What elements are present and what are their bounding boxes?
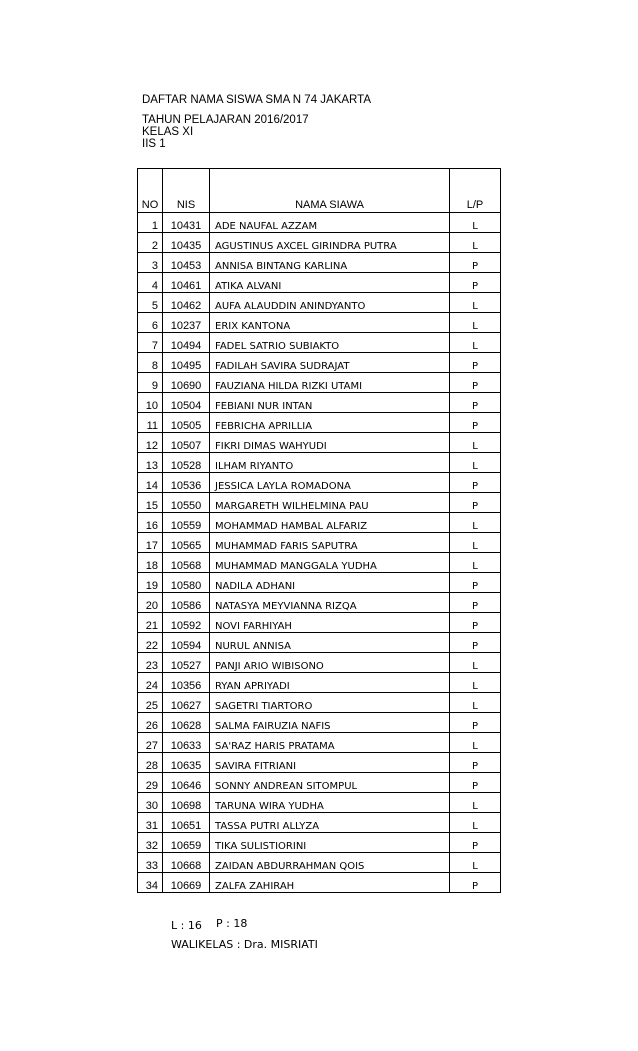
cell-name: ERIX KANTONA	[210, 313, 450, 333]
cell-name: FAUZIANA HILDA RIZKI UTAMI	[210, 373, 450, 393]
table-row	[138, 753, 501, 773]
cell-nis: 10698	[163, 793, 210, 813]
column-header-nis: NIS	[163, 169, 210, 213]
cell-no: 10	[138, 393, 163, 413]
cell-gender: L	[450, 733, 501, 753]
table-row	[138, 533, 501, 553]
table-row	[138, 853, 501, 873]
table-row	[138, 873, 501, 893]
cell-name: SONNY ANDREAN SITOMPUL	[210, 773, 450, 793]
table-row	[138, 833, 501, 853]
cell-name: MUHAMMAD FARIS SAPUTRA	[210, 533, 450, 553]
cell-no: 21	[138, 613, 163, 633]
cell-no: 27	[138, 733, 163, 753]
cell-no: 4	[138, 273, 163, 293]
cell-name: TARUNA WIRA YUDHA	[210, 793, 450, 813]
table-row	[138, 333, 501, 353]
cell-no: 24	[138, 673, 163, 693]
cell-gender: P	[450, 473, 501, 493]
table-row	[138, 473, 501, 493]
cell-no: 32	[138, 833, 163, 853]
cell-gender: P	[450, 573, 501, 593]
cell-no: 12	[138, 433, 163, 453]
cell-gender: P	[450, 753, 501, 773]
table-row	[138, 393, 501, 413]
cell-gender: L	[450, 453, 501, 473]
male-count: L : 16	[171, 919, 202, 932]
table-row	[138, 373, 501, 393]
homeroom-teacher: WALIKELAS : Dra. MISRIATI	[171, 938, 318, 951]
cell-no: 6	[138, 313, 163, 333]
cell-no: 22	[138, 633, 163, 653]
cell-name: FEBRICHA APRILLIA	[210, 413, 450, 433]
table-row	[138, 513, 501, 533]
table-row	[138, 313, 501, 333]
column-header-no: NO	[138, 169, 163, 213]
cell-no: 7	[138, 333, 163, 353]
cell-gender: L	[450, 673, 501, 693]
cell-gender: L	[450, 433, 501, 453]
cell-no: 26	[138, 713, 163, 733]
table-row	[138, 673, 501, 693]
cell-no: 29	[138, 773, 163, 793]
cell-nis: 10592	[163, 613, 210, 633]
cell-nis: 10527	[163, 653, 210, 673]
class-label: KELAS XI	[142, 126, 194, 138]
cell-nis: 10690	[163, 373, 210, 393]
cell-no: 5	[138, 293, 163, 313]
cell-name: AUFA ALAUDDIN ANINDYANTO	[210, 293, 450, 313]
cell-name: MARGARETH WILHELMINA PAU	[210, 493, 450, 513]
cell-nis: 10461	[163, 273, 210, 293]
cell-nis: 10568	[163, 553, 210, 573]
table-row	[138, 813, 501, 833]
cell-name: SALMA FAIRUZIA NAFIS	[210, 713, 450, 733]
cell-no: 23	[138, 653, 163, 673]
cell-nis: 10356	[163, 673, 210, 693]
table-row	[138, 593, 501, 613]
cell-gender: P	[450, 253, 501, 273]
cell-gender: P	[450, 873, 501, 893]
table-row	[138, 253, 501, 273]
cell-no: 1	[138, 213, 163, 233]
cell-nis: 10669	[163, 873, 210, 893]
cell-gender: L	[450, 853, 501, 873]
table-row	[138, 713, 501, 733]
table-row	[138, 433, 501, 453]
cell-gender: P	[450, 713, 501, 733]
cell-no: 20	[138, 593, 163, 613]
table-row	[138, 733, 501, 753]
cell-no: 14	[138, 473, 163, 493]
table-row	[138, 493, 501, 513]
cell-name: NATASYA MEYVIANNA RIZQA	[210, 593, 450, 613]
cell-name: FADEL SATRIO SUBIAKTO	[210, 333, 450, 353]
cell-nis: 10536	[163, 473, 210, 493]
cell-name: NURUL ANNISA	[210, 633, 450, 653]
cell-gender: P	[450, 593, 501, 613]
cell-gender: L	[450, 513, 501, 533]
cell-no: 34	[138, 873, 163, 893]
table-row	[138, 773, 501, 793]
cell-nis: 10504	[163, 393, 210, 413]
cell-gender: P	[450, 833, 501, 853]
cell-name: SA'RAZ HARIS PRATAMA	[210, 733, 450, 753]
cell-nis: 10431	[163, 213, 210, 233]
table-row	[138, 613, 501, 633]
cell-nis: 10627	[163, 693, 210, 713]
cell-gender: L	[450, 293, 501, 313]
cell-nis: 10635	[163, 753, 210, 773]
cell-no: 8	[138, 353, 163, 373]
cell-no: 18	[138, 553, 163, 573]
cell-gender: L	[450, 653, 501, 673]
document-title: DAFTAR NAMA SISWA SMA N 74 JAKARTA	[142, 94, 371, 106]
cell-nis: 10668	[163, 853, 210, 873]
cell-name: AGUSTINUS AXCEL GIRINDRA PUTRA	[210, 233, 450, 253]
table-row	[138, 413, 501, 433]
cell-gender: P	[450, 613, 501, 633]
cell-gender: L	[450, 793, 501, 813]
female-count: P : 18	[216, 917, 248, 930]
cell-nis: 10586	[163, 593, 210, 613]
cell-nis: 10628	[163, 713, 210, 733]
cell-name: ZALFA ZAHIRAH	[210, 873, 450, 893]
cell-name: NADILA ADHANI	[210, 573, 450, 593]
cell-nis: 10435	[163, 233, 210, 253]
cell-nis: 10633	[163, 733, 210, 753]
cell-name: TASSA PUTRI ALLYZA	[210, 813, 450, 833]
cell-name: SAVIRA FITRIANI	[210, 753, 450, 773]
cell-gender: L	[450, 553, 501, 573]
cell-gender: P	[450, 273, 501, 293]
academic-year: TAHUN PELAJARAN 2016/2017	[142, 114, 309, 126]
column-header-name: NAMA SIAWA	[210, 169, 450, 213]
cell-nis: 10507	[163, 433, 210, 453]
cell-nis: 10646	[163, 773, 210, 793]
cell-gender: L	[450, 693, 501, 713]
cell-no: 16	[138, 513, 163, 533]
table-row	[138, 233, 501, 253]
cell-name: FIKRI DIMAS WAHYUDI	[210, 433, 450, 453]
cell-gender: P	[450, 353, 501, 373]
table-row	[138, 633, 501, 653]
cell-nis: 10494	[163, 333, 210, 353]
cell-gender: P	[450, 393, 501, 413]
table-row	[138, 453, 501, 473]
cell-nis: 10659	[163, 833, 210, 853]
cell-no: 30	[138, 793, 163, 813]
cell-name: RYAN APRIYADI	[210, 673, 450, 693]
cell-name: ANNISA BINTANG KARLINA	[210, 253, 450, 273]
cell-name: ZAIDAN ABDURRAHMAN QOIS	[210, 853, 450, 873]
cell-no: 2	[138, 233, 163, 253]
cell-no: 25	[138, 693, 163, 713]
cell-no: 19	[138, 573, 163, 593]
cell-name: MUHAMMAD MANGGALA YUDHA	[210, 553, 450, 573]
cell-nis: 10594	[163, 633, 210, 653]
cell-nis: 10505	[163, 413, 210, 433]
table-row	[138, 293, 501, 313]
cell-name: FADILAH SAVIRA SUDRAJAT	[210, 353, 450, 373]
cell-gender: P	[450, 413, 501, 433]
table-row	[138, 213, 501, 233]
table-row	[138, 693, 501, 713]
cell-name: ADE NAUFAL AZZAM	[210, 213, 450, 233]
cell-name: FEBIANI NUR INTAN	[210, 393, 450, 413]
student-table	[137, 168, 501, 893]
cell-no: 28	[138, 753, 163, 773]
cell-gender: L	[450, 213, 501, 233]
cell-name: MOHAMMAD HAMBAL ALFARIZ	[210, 513, 450, 533]
table-row	[138, 273, 501, 293]
table-row	[138, 573, 501, 593]
cell-no: 15	[138, 493, 163, 513]
cell-no: 3	[138, 253, 163, 273]
table-header-row	[138, 169, 501, 213]
cell-no: 31	[138, 813, 163, 833]
table-row	[138, 553, 501, 573]
cell-gender: L	[450, 233, 501, 253]
cell-gender: P	[450, 773, 501, 793]
cell-name: ATIKA ALVANI	[210, 273, 450, 293]
cell-nis: 10559	[163, 513, 210, 533]
cell-nis: 10237	[163, 313, 210, 333]
cell-gender: P	[450, 633, 501, 653]
cell-gender: P	[450, 373, 501, 393]
cell-nis: 10651	[163, 813, 210, 833]
cell-nis: 10462	[163, 293, 210, 313]
cell-name: NOVI FARHIYAH	[210, 613, 450, 633]
cell-gender: L	[450, 333, 501, 353]
cell-nis: 10528	[163, 453, 210, 473]
cell-nis: 10565	[163, 533, 210, 553]
group-label: IIS 1	[142, 138, 166, 150]
cell-nis: 10495	[163, 353, 210, 373]
cell-gender: P	[450, 493, 501, 513]
table-body	[138, 213, 501, 893]
cell-no: 9	[138, 373, 163, 393]
cell-no: 33	[138, 853, 163, 873]
cell-gender: L	[450, 533, 501, 553]
table-row	[138, 353, 501, 373]
cell-nis: 10550	[163, 493, 210, 513]
cell-name: ILHAM RIYANTO	[210, 453, 450, 473]
table-row	[138, 793, 501, 813]
cell-name: PANJI ARIO WIBISONO	[210, 653, 450, 673]
cell-gender: L	[450, 813, 501, 833]
cell-name: TIKA SULISTIORINI	[210, 833, 450, 853]
cell-gender: L	[450, 313, 501, 333]
cell-name: JESSICA LAYLA ROMADONA	[210, 473, 450, 493]
column-header-gender: L/P	[450, 169, 501, 213]
cell-no: 13	[138, 453, 163, 473]
cell-no: 17	[138, 533, 163, 553]
cell-nis: 10453	[163, 253, 210, 273]
cell-name: SAGETRI TIARTORO	[210, 693, 450, 713]
cell-no: 11	[138, 413, 163, 433]
cell-nis: 10580	[163, 573, 210, 593]
table-row	[138, 653, 501, 673]
